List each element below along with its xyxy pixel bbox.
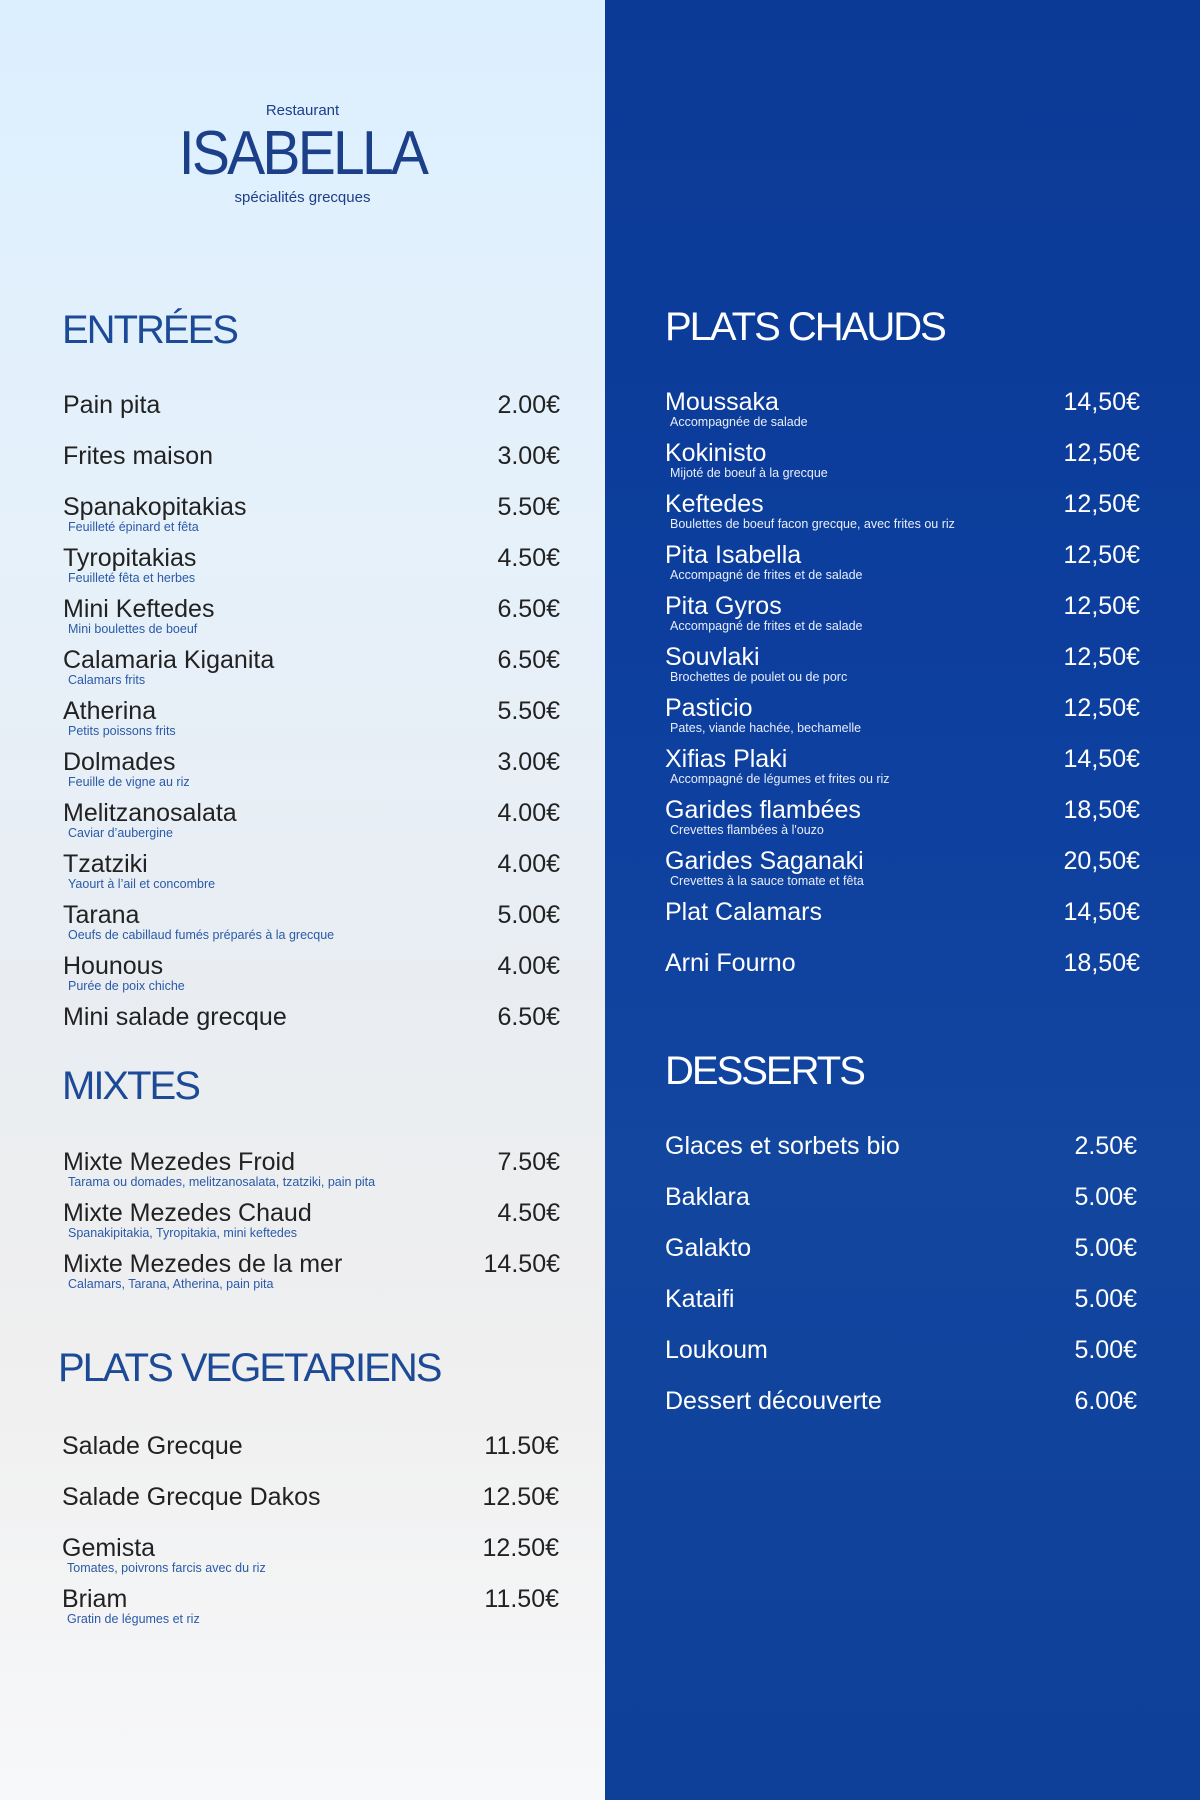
menu-item xyxy=(665,948,1140,999)
section-title-mixtes: MIXTES xyxy=(62,1064,199,1108)
menu-item-name: Tarana xyxy=(63,901,140,929)
section-title-desserts: DESSERTS xyxy=(665,1049,864,1093)
menu-item xyxy=(63,900,560,951)
menu-item-price: 12,50€ xyxy=(1063,643,1140,671)
menu-item-name: Mixte Mezedes Chaud xyxy=(63,1199,312,1227)
restaurant-name: ISABELLA xyxy=(178,119,427,188)
menu-item-price: 20,50€ xyxy=(1063,847,1140,875)
section-title-plats-chauds: PLATS CHAUDS xyxy=(665,305,945,349)
menu-item xyxy=(62,1584,559,1635)
menu-item-name: Pita Gyros xyxy=(665,592,782,620)
menu-item-name: Tyropitakias xyxy=(63,544,197,572)
menu-item-description: Accompagné de frites et de salade xyxy=(670,619,863,633)
menu-item-description: Crevettes flambées à l'ouzo xyxy=(670,823,824,837)
menu-item-price: 4.00€ xyxy=(497,850,560,878)
menu-item xyxy=(665,642,1140,693)
menu-item-name: Kataifi xyxy=(665,1285,735,1313)
menu-item-description: Spanakipitakia, Tyropitakia, mini keftedes xyxy=(68,1226,298,1240)
menu-item xyxy=(665,1386,1137,1437)
menu-item-price: 11.50€ xyxy=(484,1432,559,1460)
menu-item-price: 3.00€ xyxy=(497,442,560,470)
menu-item-name: Tzatziki xyxy=(63,850,148,878)
menu-item-price: 12,50€ xyxy=(1063,592,1140,620)
menu-item-description: Pates, viande hachée, bechamelle xyxy=(670,721,862,735)
menu-item xyxy=(665,846,1140,897)
menu-item xyxy=(63,747,560,798)
menu-item-price: 6.50€ xyxy=(497,595,560,623)
menu-item-price: 12.50€ xyxy=(482,1534,559,1562)
section-title-vegetariens: PLATS VEGETARIENS xyxy=(58,1346,441,1390)
menu-item-price: 5.00€ xyxy=(1074,1234,1137,1262)
brand-subtitle: spécialités grecques xyxy=(234,189,371,206)
menu-item-name: Glaces et sorbets bio xyxy=(665,1132,900,1160)
menu-item-name: Frites maison xyxy=(63,442,214,470)
menu-item-price: 12,50€ xyxy=(1063,541,1140,569)
menu-item xyxy=(63,594,560,645)
menu-item-description: Feuille de vigne au riz xyxy=(68,775,190,789)
menu-item-name: Pasticio xyxy=(665,694,753,722)
menu-item-price: 14,50€ xyxy=(1063,388,1140,416)
brand-prefix: Restaurant xyxy=(265,102,340,119)
menu-item-name: Melitzanosalata xyxy=(63,799,237,827)
menu-item-name: Baklara xyxy=(665,1183,750,1211)
menu-item-price: 2.00€ xyxy=(497,391,560,419)
menu-item xyxy=(665,540,1140,591)
menu-item-description: Boulettes de boeuf facon grecque, avec frites ou riz xyxy=(670,517,955,531)
desserts-list xyxy=(665,1131,1137,1437)
menu-item-name: Mixte Mezedes Froid xyxy=(63,1148,296,1176)
menu-item-description: Tarama ou domades, melitzanosalata, tzatziki, pain pita xyxy=(68,1175,376,1189)
menu-item xyxy=(62,1431,559,1482)
menu-item-name: Spanakopitakias xyxy=(63,493,247,521)
section-title-entrees: ENTRÉES xyxy=(62,308,237,352)
menu-item-name: Loukoum xyxy=(665,1336,768,1364)
menu-item-description: Mijoté de boeuf à la grecque xyxy=(670,466,828,480)
menu-item xyxy=(665,693,1140,744)
menu-item xyxy=(63,390,560,441)
menu-item-name: Hounous xyxy=(63,952,164,980)
menu-item-description: Yaourt à l’ail et concombre xyxy=(68,877,216,891)
menu-item-name: Xifias Plaki xyxy=(665,745,788,773)
menu-item xyxy=(63,951,560,1002)
menu-item-description: Gratin de légumes et riz xyxy=(67,1612,200,1626)
menu-item-name: Galakto xyxy=(665,1234,752,1262)
menu-item-price: 18,50€ xyxy=(1063,796,1140,824)
plats-chauds-list xyxy=(665,387,1140,999)
menu-item xyxy=(665,744,1140,795)
menu-item-price: 4.00€ xyxy=(497,952,560,980)
menu-item xyxy=(665,1131,1137,1182)
menu-item-description: Calamars, Tarana, Atherina, pain pita xyxy=(68,1277,274,1291)
menu-item-name: Moussaka xyxy=(665,388,779,416)
menu-item-price: 4.50€ xyxy=(497,1199,560,1227)
menu-item-price: 12,50€ xyxy=(1063,490,1140,518)
menu-item-name: Atherina xyxy=(63,697,157,725)
entrees-list xyxy=(63,390,560,1053)
menu-item-description: Feuilleté épinard et fêta xyxy=(68,520,199,534)
right-panel xyxy=(605,0,1200,1800)
menu-item xyxy=(665,1284,1137,1335)
menu-item-name: Kokinisto xyxy=(665,439,767,467)
menu-item-price: 6.00€ xyxy=(1074,1387,1137,1415)
menu-item xyxy=(63,798,560,849)
menu-item xyxy=(665,1182,1137,1233)
menu-item xyxy=(665,438,1140,489)
menu-item-description: Accompagnée de salade xyxy=(670,415,808,429)
menu-item-price: 12,50€ xyxy=(1063,694,1140,722)
menu-item-name: Plat Calamars xyxy=(665,898,822,926)
menu-item-description: Purée de poix chiche xyxy=(68,979,185,993)
menu-item xyxy=(665,591,1140,642)
menu-item-price: 2.50€ xyxy=(1074,1132,1137,1160)
menu-item-description: Calamars frits xyxy=(68,673,146,687)
menu-item xyxy=(63,1198,560,1249)
menu-item-price: 18,50€ xyxy=(1063,949,1140,977)
menu-item xyxy=(63,1249,560,1300)
menu-item xyxy=(665,795,1140,846)
menu-item-price: 14,50€ xyxy=(1063,898,1140,926)
menu-item xyxy=(63,1002,560,1053)
menu-item-name: Salade Grecque Dakos xyxy=(62,1483,321,1511)
menu-item-name: Dessert découverte xyxy=(665,1387,882,1415)
menu-item-price: 12,50€ xyxy=(1063,439,1140,467)
mixtes-list xyxy=(63,1147,560,1300)
menu-item-price: 4.50€ xyxy=(497,544,560,572)
menu-item-description: Brochettes de poulet ou de porc xyxy=(670,670,848,684)
menu-item-name: Mini salade grecque xyxy=(63,1003,287,1031)
menu-item-name: Garides flambées xyxy=(665,796,861,824)
menu-item-price: 7.50€ xyxy=(497,1148,560,1176)
menu-item xyxy=(63,543,560,594)
menu-item-description: Tomates, poivrons farcis avec du riz xyxy=(67,1561,266,1575)
menu-item-name: Mini Keftedes xyxy=(63,595,215,623)
menu-item xyxy=(665,897,1140,948)
menu-item-name: Briam xyxy=(62,1585,128,1613)
menu-item xyxy=(665,1335,1137,1386)
menu-item-name: Pita Isabella xyxy=(665,541,802,569)
menu-item-price: 4.00€ xyxy=(497,799,560,827)
menu-item-name: Mixte Mezedes de la mer xyxy=(63,1250,343,1278)
menu-item-description: Caviar d’aubergine xyxy=(68,826,173,840)
menu-item-description: Oeufs de cabillaud fumés préparés à la grecque xyxy=(68,928,335,942)
menu-item-name: Souvlaki xyxy=(665,643,760,671)
menu-item-name: Arni Fourno xyxy=(665,949,796,977)
menu-item-description: Crevettes à la sauce tomate et fêta xyxy=(670,874,864,888)
menu-item-price: 5.50€ xyxy=(497,493,560,521)
menu-item xyxy=(63,696,560,747)
menu-item xyxy=(62,1533,559,1584)
menu-item xyxy=(63,645,560,696)
menu-item-description: Mini boulettes de boeuf xyxy=(68,622,198,636)
menu-item-name: Garides Saganaki xyxy=(665,847,864,875)
menu-item xyxy=(665,387,1140,438)
menu-item-price: 6.50€ xyxy=(497,1003,560,1031)
menu-item xyxy=(665,1233,1137,1284)
menu-item-description: Accompagné de légumes et frites ou riz xyxy=(670,772,890,786)
vegetariens-list xyxy=(62,1431,559,1635)
menu-item-name: Keftedes xyxy=(665,490,764,518)
menu-item xyxy=(63,1147,560,1198)
menu-item xyxy=(665,489,1140,540)
menu-item-price: 14.50€ xyxy=(483,1250,560,1278)
menu-item xyxy=(62,1482,559,1533)
menu-item xyxy=(63,849,560,900)
menu-item-price: 5.50€ xyxy=(497,697,560,725)
menu-item-description: Feuilleté fêta et herbes xyxy=(68,571,196,585)
menu-item-name: Pain pita xyxy=(63,391,161,419)
menu-item-price: 11.50€ xyxy=(484,1585,559,1613)
menu-item-price: 5.00€ xyxy=(1074,1285,1137,1313)
menu-item-name: Salade Grecque xyxy=(62,1432,243,1460)
menu-item-name: Calamaria Kiganita xyxy=(63,646,275,674)
menu-item-price: 12.50€ xyxy=(482,1483,559,1511)
menu-item-price: 3.00€ xyxy=(497,748,560,776)
menu-item-price: 6.50€ xyxy=(497,646,560,674)
menu-item-price: 5.00€ xyxy=(497,901,560,929)
menu-item-price: 14,50€ xyxy=(1063,745,1140,773)
menu-item-price: 5.00€ xyxy=(1074,1183,1137,1211)
menu-item-description: Accompagné de frites et de salade xyxy=(670,568,863,582)
menu-item xyxy=(63,441,560,492)
menu-item-name: Dolmades xyxy=(63,748,176,776)
menu-item-price: 5.00€ xyxy=(1074,1336,1137,1364)
menu-item-description: Petits poissons frits xyxy=(68,724,176,738)
menu-item-name: Gemista xyxy=(62,1534,156,1562)
menu-item xyxy=(63,492,560,543)
